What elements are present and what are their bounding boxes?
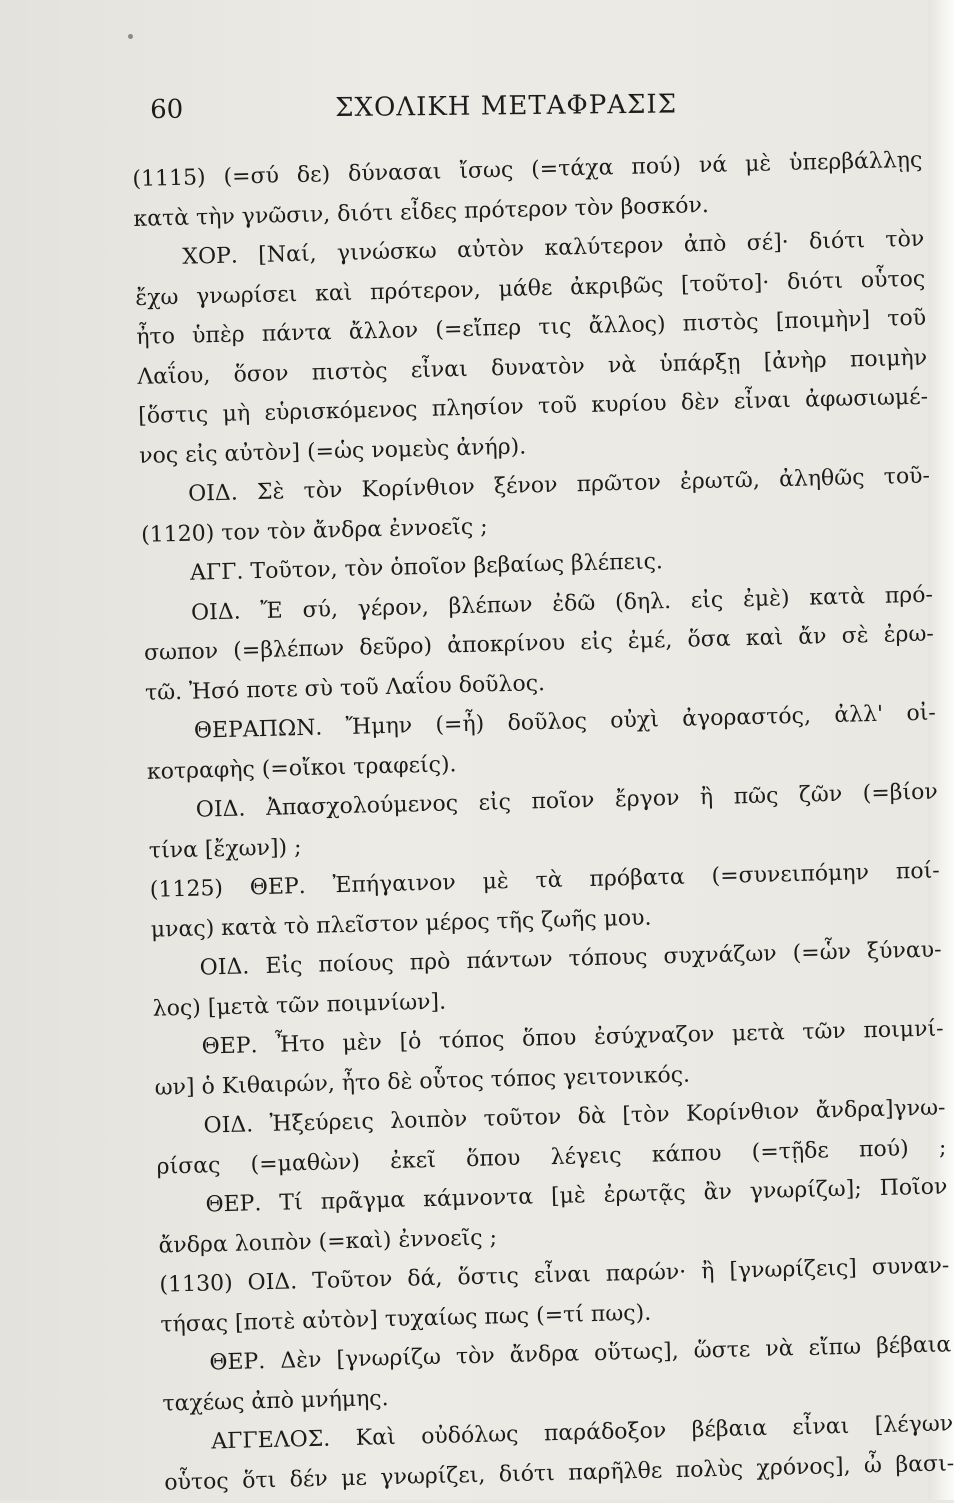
text-line: ων] ὁ Κιθαιρών, ἦτο δὲ οὗτος τόπος γειτονικός.: [154, 1062, 691, 1101]
text-line: τίνα [ἔχων]) ;: [148, 834, 302, 864]
text-line: κοτραφὴς (=οἴκοι τραφείς).: [146, 751, 457, 785]
text-line: ΟΙΔ. Εἰς ποίους πρὸ πάντων τόπους συχνάζων (=ὧν ξύναυ-: [199, 937, 942, 981]
text-line: τήσας [ποτὲ αὐτὸν] τυχαίως πως (=τί πως).: [160, 1300, 652, 1338]
text-line: ΧΟΡ. [Ναί, γινώσκω αὐτὸν καλύτερον ἀπὸ σέ]· διότι τὸν: [182, 226, 925, 270]
text-line: ἄνδρα λοιπὸν (=καὶ) ἐννοεῖς ;: [158, 1224, 498, 1259]
text-line: κατὰ τὴν γνῶσιν, διότι εἶδες πρότερον τὸν βοσκόν.: [133, 192, 710, 232]
text-line: οὗτος ὅτι δέν με γνωρίζει, διότι παρῆλθε πολὺς χρόνος], ὦ βασι-: [164, 1450, 954, 1496]
text-line: ἔχω γνωρίσει καὶ πρότερον, μάθε ἀκριβῶς [τοῦτο]· διότι οὗτος: [135, 266, 926, 311]
text-line: Λαΐου, ὅσον πιστὸς εἶναι δυνατὸν νὰ ὑπάρξῃ [ἀνὴρ ποιμὴν: [136, 345, 928, 390]
text-line: ΟΙΔ. Ἔ σύ, γέρον, βλέπων ἐδῶ (δηλ. εἰς ἐμὲ) κατὰ πρό-: [190, 582, 934, 626]
text-line: ΘΕΡ. Τί πρᾶγμα κάμνοντα [μὲ ἐρωτᾷς ἂν γνωρίζω]; Ποῖον: [205, 1174, 948, 1218]
page-header: [150, 87, 910, 135]
text-line: ρίσας (=μαθὼν) ἐκεῖ ὅπου λέγεις κάπου (=τῇδε πού) ;: [156, 1134, 947, 1180]
text-line: ἦτο ὑπὲρ πάντα ἄλλον (=εἴπερ τις ἄλλος) πιστὸς [ποιμὴν] τοῦ: [136, 305, 927, 350]
ink-speck: [128, 34, 133, 39]
text-line: σωπον (=βλέπων δεῦρο) ἀποκρίνου εἰς ἐμέ, ὅσα καὶ ἄν σὲ ἐρω-: [143, 621, 935, 666]
text-line: λος) [μετὰ τῶν ποιμνίων].: [152, 989, 447, 1022]
text-line: ΟΙΔ. Ἠξεύρεις λοιπὸν τοῦτον δὰ [τὸν Κορίνθιον ἄνδρα]γνω-: [203, 1095, 946, 1139]
text-line: νος εἰς αὐτὸν] (=ὡς νομεὺς ἀνήρ).: [138, 433, 527, 469]
text-line: ΘΕΡΑΠΩΝ. Ἤμην (=ἦ) δοῦλος οὐχὶ ἀγοραστός, ἀλλ' οἰ-: [193, 700, 937, 744]
text-line: (1115) (=σύ δε) δύνασαι ἴσως (=τάχα πού) νά μὲ ὑπερβάλλῃς: [132, 147, 923, 192]
text-line: τῶ. Ἠσό ποτε σὺ τοῦ Λαΐου δοῦλος.: [144, 670, 546, 706]
text-line: ΘΕΡ. Δὲν [γνωρίζω τὸν ἄνδρα οὕτως], ὥστε νὰ εἴπω βέβαια: [209, 1332, 952, 1376]
text-line: (1120) τον τὸν ἄνδρα ἐννοεῖς ;: [140, 513, 488, 548]
text-line: ΟΙΔ. Σὲ τὸν Κορίνθιον ξένον πρῶτον ἐρωτῶ, ἀληθῶς τοῦ-: [187, 463, 931, 507]
running-title: ΣΧΟΛΙΚΗ ΜΕΤΑΦΡΑΣΙΣ: [334, 89, 678, 124]
text-line: μνας) κατὰ τὸ πλεῖστον μέρος τῆς ζωῆς μου.: [150, 905, 652, 943]
text-line: [ὅστις μὴ εὑρισκόμενος πλησίον τοῦ κυρίου δὲν εἶναι ἀφωσιωμέ-: [137, 384, 929, 429]
text-line: ταχέως ἀπὸ μνήμης.: [162, 1385, 389, 1417]
body-text: [132, 141, 954, 1503]
text-line: ΘΕΡ. Ἦτο μὲν [ὁ τόπος ὅπου ἐσύχναζον μετὰ τῶν ποιμνί-: [201, 1016, 944, 1060]
page-number: 60: [150, 94, 184, 125]
text-line: ΑΓΓΕΛΟΣ. Καὶ οὐδόλως παράδοξον βέβαια εἶναι [λέγων: [211, 1411, 954, 1455]
text-line: (1125) ΘΕΡ. Ἐπήγαινον μὲ τὰ πρόβατα (=συνειπόμην ποί-: [149, 858, 940, 903]
text-line: (1130) ΟΙΔ. Τοῦτον δά, ὅστις εἶναι παρών· ἢ [γνωρίζεις] συναν-: [159, 1253, 950, 1298]
text-line: ΟΙΔ. Ἀπασχολούμενος εἰς ποῖον ἔργον ἢ πῶς ζῶν (=βίον: [195, 779, 938, 823]
text-line: ΑΓΓ. Τοῦτον, τὸν ὁποῖον βεβαίως βλέπεις.: [189, 549, 664, 586]
